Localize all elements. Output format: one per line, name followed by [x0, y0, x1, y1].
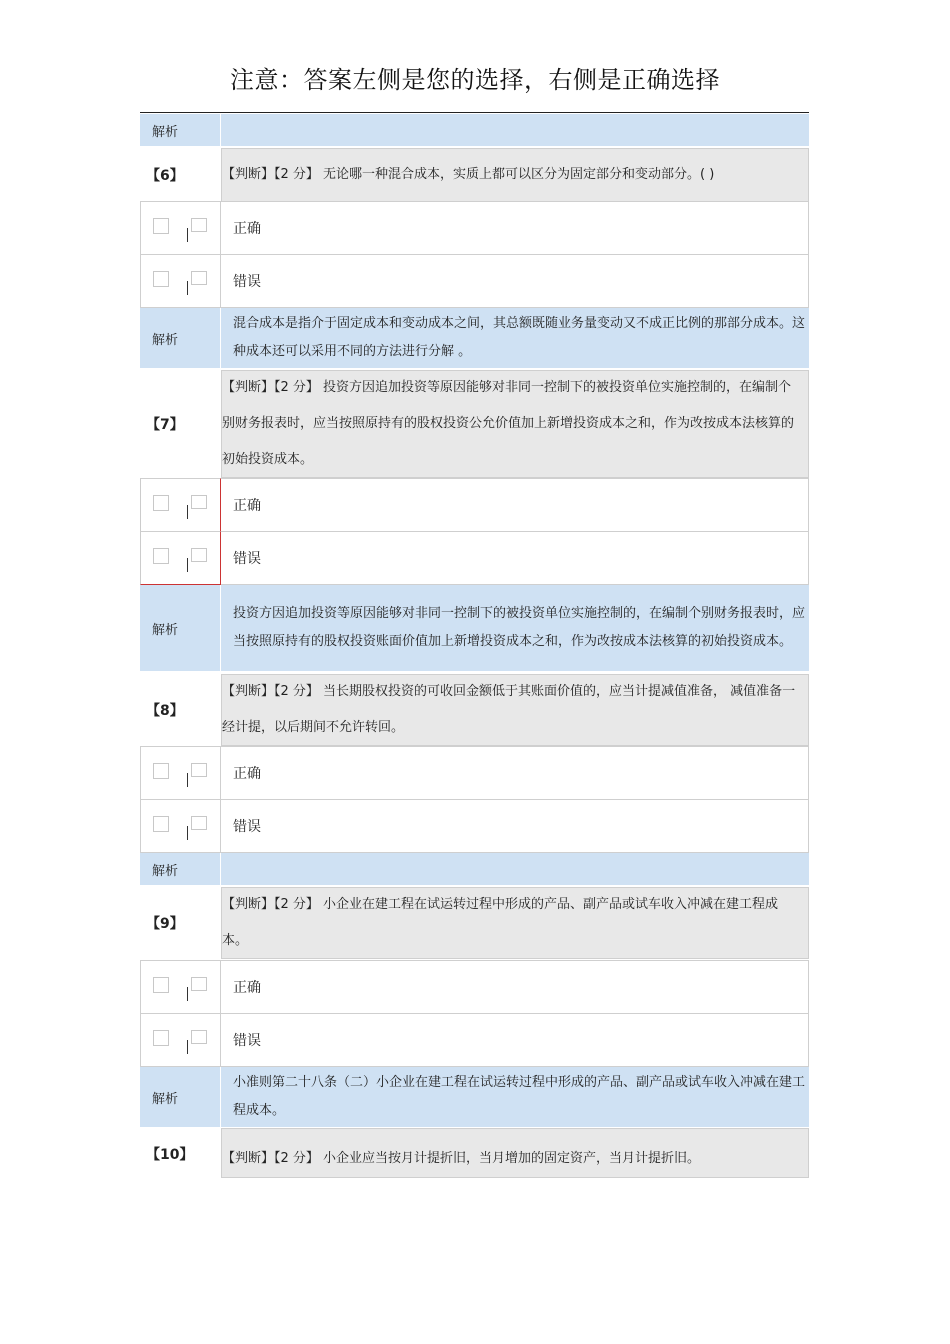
option-false-row [140, 254, 221, 308]
checkbox[interactable] [153, 816, 169, 832]
checkbox[interactable] [153, 548, 169, 564]
question-number: 【9】 [140, 887, 220, 959]
question-number: 【6】 [140, 148, 220, 202]
checkbox[interactable] [153, 1030, 169, 1046]
analysis-label: 解析 [140, 308, 220, 368]
flag-icon [187, 495, 209, 523]
option-true-label[interactable]: 正确 [221, 960, 809, 1014]
option-true-label[interactable]: 正确 [221, 201, 809, 255]
analysis-text: 混合成本是指介于固定成本和变动成本之间，其总额既随业务量变动又不成正比例的那部分成本。这种成本还可以采用不同的方法进行分解 。 [221, 308, 809, 368]
flag-icon [187, 763, 209, 791]
question-number: 【7】 [140, 370, 220, 478]
analysis-label: 解析 [140, 1067, 220, 1127]
flag-icon [187, 816, 209, 844]
option-true-row [140, 201, 221, 255]
flag-icon [187, 1030, 209, 1058]
option-false-label[interactable]: 错误 [221, 531, 809, 585]
analysis-text [221, 853, 809, 885]
divider [140, 112, 809, 113]
option-false-label[interactable]: 错误 [221, 1013, 809, 1067]
checkbox[interactable] [153, 763, 169, 779]
option-false-label[interactable]: 错误 [221, 254, 809, 308]
question-text: 【判断】【2 分】 投资方因追加投资等原因能够对非同一控制下的被投资单位实施控制的，在编制个别财务报表时，应当按照原持有的股权投资公允价值加上新增投资成本之和，作为改按成本法核算的初始投资成本。 [221, 370, 809, 478]
checkbox[interactable] [153, 977, 169, 993]
question-text: 【判断】【2 分】 小企业应当按月计提折旧，当月增加的固定资产，当月计提折旧。 [221, 1128, 809, 1178]
flag-icon [187, 548, 209, 576]
analysis-text [221, 114, 809, 146]
analysis-label: 解析 [140, 585, 220, 671]
option-true-row [140, 746, 221, 800]
option-false-row [140, 799, 221, 853]
question-text: 【判断】【2 分】 小企业在建工程在试运转过程中形成的产品、副产品或试车收入冲减在建工程成本。 [221, 887, 809, 959]
flag-icon [187, 271, 209, 299]
option-false-row [140, 531, 221, 585]
question-number: 【8】 [140, 674, 220, 746]
checkbox[interactable] [153, 218, 169, 234]
option-false-label[interactable]: 错误 [221, 799, 809, 853]
question-number: 【10】 [140, 1128, 220, 1178]
flag-icon [187, 977, 209, 1005]
analysis-label: 解析 [140, 114, 220, 146]
analysis-text: 投资方因追加投资等原因能够对非同一控制下的被投资单位实施控制的，在编制个别财务报表时，应当按照原持有的股权投资账面价值加上新增投资成本之和，作为改按成本法核算的初始投资成本。 [221, 585, 809, 671]
checkbox[interactable] [153, 495, 169, 511]
page-title: 注意：答案左侧是您的选择，右侧是正确选择 [230, 66, 720, 94]
option-true-label[interactable]: 正确 [221, 478, 809, 532]
option-false-row [140, 1013, 221, 1067]
question-text: 【判断】【2 分】 无论哪一种混合成本，实质上都可以区分为固定部分和变动部分。( ) [221, 148, 809, 202]
option-true-row [140, 478, 221, 532]
option-true-label[interactable]: 正确 [221, 746, 809, 800]
option-true-row [140, 960, 221, 1014]
analysis-text: 小准则第二十八条（二）小企业在建工程在试运转过程中形成的产品、副产品或试车收入冲减在建工程成本。 [221, 1067, 809, 1127]
analysis-label: 解析 [140, 853, 220, 885]
checkbox[interactable] [153, 271, 169, 287]
flag-icon [187, 218, 209, 246]
question-text: 【判断】【2 分】 当长期股权投资的可收回金额低于其账面价值的，应当计提减值准备， 减值准备一经计提，以后期间不允许转回。 [221, 674, 809, 746]
